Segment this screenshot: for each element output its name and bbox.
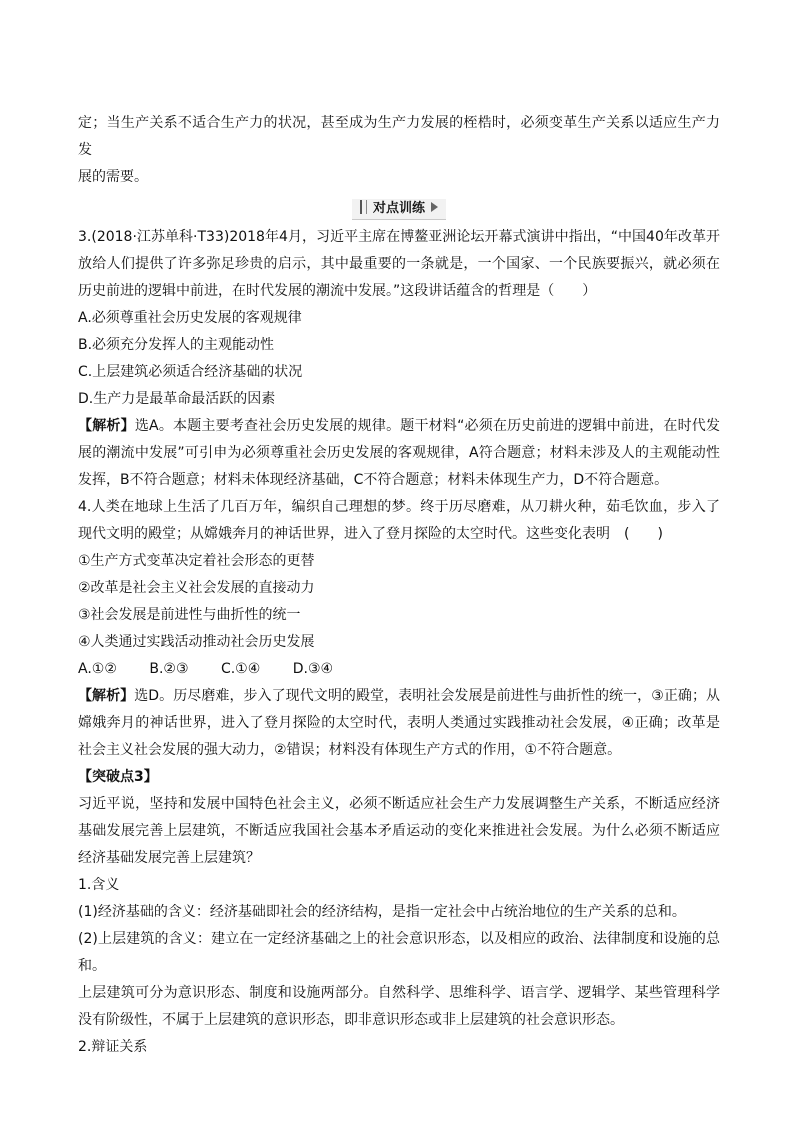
section-heading-text: 对点训练 [372, 201, 425, 216]
superstructure-note: 上层建筑可分为意识形态、制度和设施两部分。自然科学、思维科学、语言学、逻辑学、某些管理科学没有阶级性，不属于上层建筑的意识形态，即非意识形态或非上层建筑的社会意识形态。 [78, 985, 720, 1028]
question-3-option-d: D.生产力是最革命最活跃的因素 [78, 391, 276, 407]
question-4-option-d: D.③④ [292, 661, 334, 677]
question-4-option-c: C.①④ [220, 661, 261, 677]
question-4-statement-4: ④人类通过实践活动推动社会历史发展 [78, 634, 315, 650]
question-3-option-c: C.上层建筑必须适合经济基础的状况 [78, 364, 303, 380]
section-heading-row [78, 195, 720, 222]
question-3-option-b: B.必须充分发挥人的主观能动性 [78, 337, 275, 353]
intro-line-2: 展的需要。 [78, 169, 148, 185]
bar-icon [360, 200, 367, 214]
question-4-option-b: B.②③ [149, 661, 189, 677]
intro-line-1: 定；当生产关系不适合生产力的状况，甚至成为生产力发展的桎梏时，必须变革生产关系以适应生产力发 [78, 115, 720, 158]
section-heading [352, 199, 446, 220]
subheading-meaning: 1.含义 [78, 877, 120, 893]
question-3-option-a: A.必须尊重社会历史发展的客观规律 [78, 310, 302, 326]
definition-economic-base: (1)经济基础的含义：经济基础即社会的经济结构，是指一定社会中占统治地位的生产关系的总和。 [78, 904, 686, 920]
question-4-option-a: A.①② [78, 661, 117, 677]
analysis-label: 【解析】 [78, 418, 135, 434]
question-4-statement-3: ③社会发展是前进性与曲折性的统一 [78, 607, 301, 623]
question-4-statement-2: ②改革是社会主义社会发展的直接动力 [78, 580, 315, 596]
definition-superstructure: (2)上层建筑的含义：建立在一定经济基础之上的社会意识形态，以及相应的政治、法律制度和设施的总和。 [78, 931, 720, 974]
question-3-stem: 3.(2018·江苏单科·T33)2018年4月，习近平主席在博鳌亚洲论坛开幕式演讲中指出，“中国40年改革开放给人们提供了许多弥足珍贵的启示，其中最重要的一条就是，一个国家、一个民族要振兴，就必须在历史前进的逻辑中前进，在时代发展的潮流中发展。”这段讲话蕴含的哲理是（ ） [78, 229, 720, 299]
question-4-statement-1: ①生产方式变革决定着社会形态的更替 [78, 553, 315, 569]
analysis-text: 选D。历尽磨难，步入了现代文明的殿堂，表明社会发展是前进性与曲折性的统一，③正确；从嫦娥奔月的神话世界，进入了登月探险的太空时代，表明人类通过实践推动社会发展，④正确；改革是社会主义社会发展的强大动力，②错误；材料没有体现生产方式的作用，①不符合题意。 [78, 688, 720, 758]
analysis-text: 选A。本题主要考查社会历史发展的规律。题干材料“必须在历史前进的逻辑中前进，在时代发展的潮流中发展”可引申为必须尊重社会历史发展的客观规律，A符合题意；材料未涉及人的主观能动性发挥，B不符合题意；材料未体现经济基础，C不符合题意；材料未体现生产力，D不符合题意。 [78, 418, 721, 488]
question-4-stem: 4.人类在地球上生活了几百万年，编织自己理想的梦。终于历尽磨难，从刀耕火种，茹毛饮血，步入了现代文明的殿堂；从嫦娥奔月的神话世界，进入了登月探险的太空时代。这些变化表明 ( ) [78, 499, 720, 542]
subheading-dialectic: 2.辩证关系 [78, 1039, 148, 1055]
analysis-label: 【解析】 [78, 688, 135, 704]
question-3-analysis [78, 413, 720, 494]
breakthrough-intro: 习近平说，坚持和发展中国特色社会主义，必须不断适应社会生产力发展调整生产关系，不断适应经济基础发展完善上层建筑，不断适应我国社会基本矛盾运动的变化来推进社会发展。为什么必须不断适应经济基础发展完善上层建筑？ [78, 796, 720, 866]
intro-paragraph [78, 110, 720, 191]
triangle-right-icon [431, 202, 438, 212]
question-4-analysis [78, 683, 720, 764]
document-body [78, 110, 720, 1061]
question-4-options [78, 656, 720, 683]
breakthrough-heading: 【突破点3】 [78, 769, 158, 785]
